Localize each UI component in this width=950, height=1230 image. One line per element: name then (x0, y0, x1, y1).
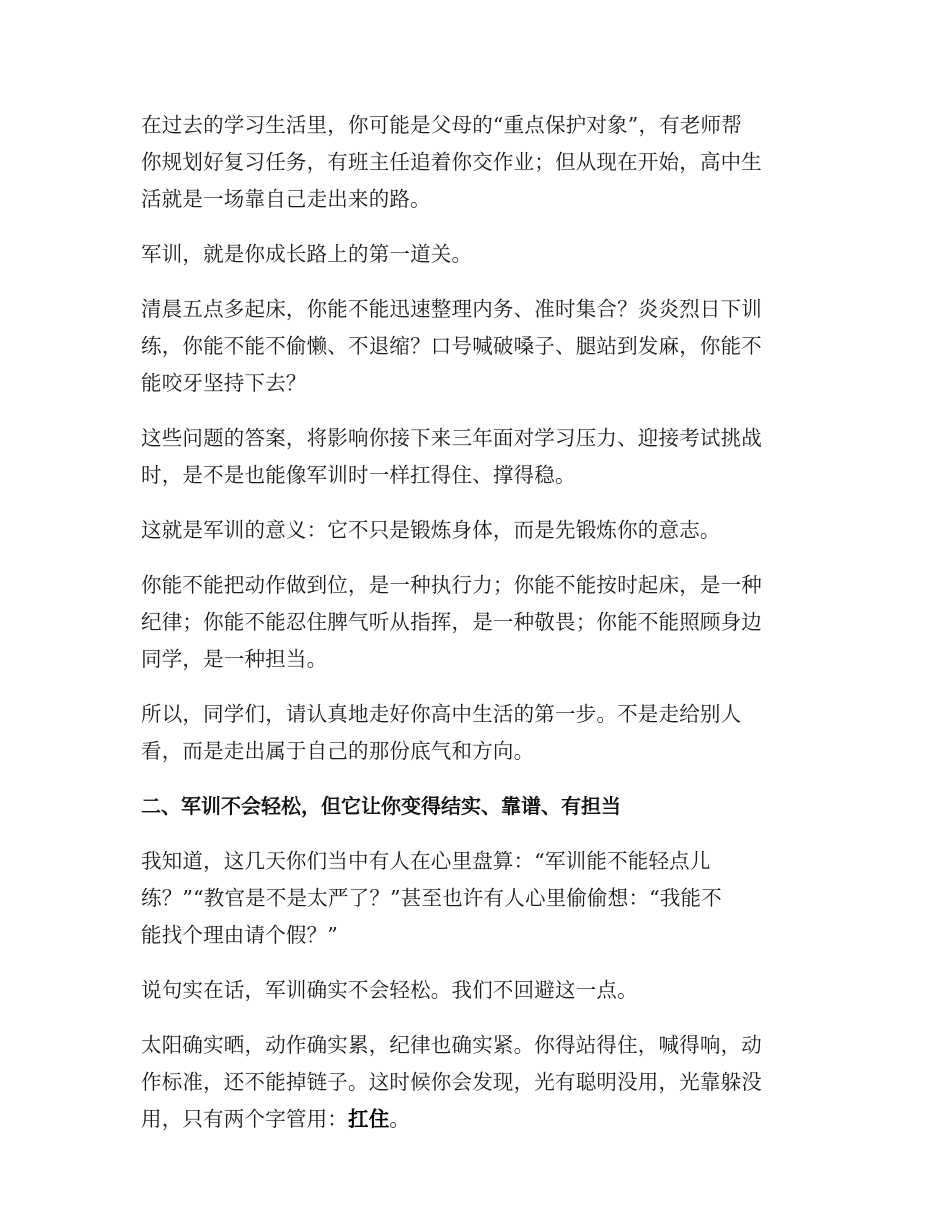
paragraph-first-step: 所以，同学们，请认真地走好你高中生活的第一步。不是走给别人 看，而是走出属于自己的那份底气和方向。 (141, 702, 742, 763)
section-heading: 二、军训不会轻松，但它让你变得结实、靠谱、有担当 (141, 794, 621, 818)
paragraph-thoughts: 我知道，这几天你们当中有人在心里盘算：“军训能不能轻点儿 练？”“教官是不是太严了？”甚至也许有人心里偷偷想：“我能不 能找个理由请个假？” (141, 849, 722, 947)
paragraph-not-easy: 说句实在话，军训确实不会轻松。我们不回避这一点。 (141, 978, 638, 1002)
paragraph-hold-on-ending: 。 (389, 1107, 411, 1131)
paragraph-meaning: 这就是军训的意义：它不只是锻炼身体，而是先锻炼你的意志。 (141, 518, 721, 542)
paragraph-past-life: 在过去的学习生活里，你可能是父母的“重点保护对象”，有老师帮 你规划好复习任务，有班主任追着你交作业；但从现在开始，高中生 活就是一场靠自己走出来的路。 (141, 113, 762, 211)
paragraph-answers: 这些问题的答案，将影响你接下来三年面对学习压力、迎接考试挑战 时，是不是也能像军训时一样扛得住、撑得稳。 (141, 426, 762, 487)
paragraph-first-gate: 军训，就是你成长路上的第一道关。 (141, 242, 473, 266)
paragraph-qualities: 你能不能把动作做到位，是一种执行力；你能不能按时起床，是一种 纪律；你能不能忍住脾气听从指挥，是一种敬畏；你能不能照顾身边 同学，是一种担当。 (141, 573, 762, 671)
paragraph-hold-on-text: 太阳确实晒，动作确实累，纪律也确实紧。你得站得住，喊得响，动 作标准，还不能掉链子。这时候你会发现，光有聪明没用，光靠躲没 用，只有两个字管用： (141, 1033, 762, 1131)
paragraph-questions: 清晨五点多起床，你能不能迅速整理内务、准时集合？炎炎烈日下训 练，你能不能不偷懒、不退缩？口号喊破嗓子、腿站到发麻，你能不 能咬牙坚持下去？ (141, 297, 762, 395)
emphasis-hold-on: 扛住 (348, 1107, 390, 1131)
document-body (141, 107, 801, 1156)
paragraph-hold-on (141, 1027, 801, 1138)
